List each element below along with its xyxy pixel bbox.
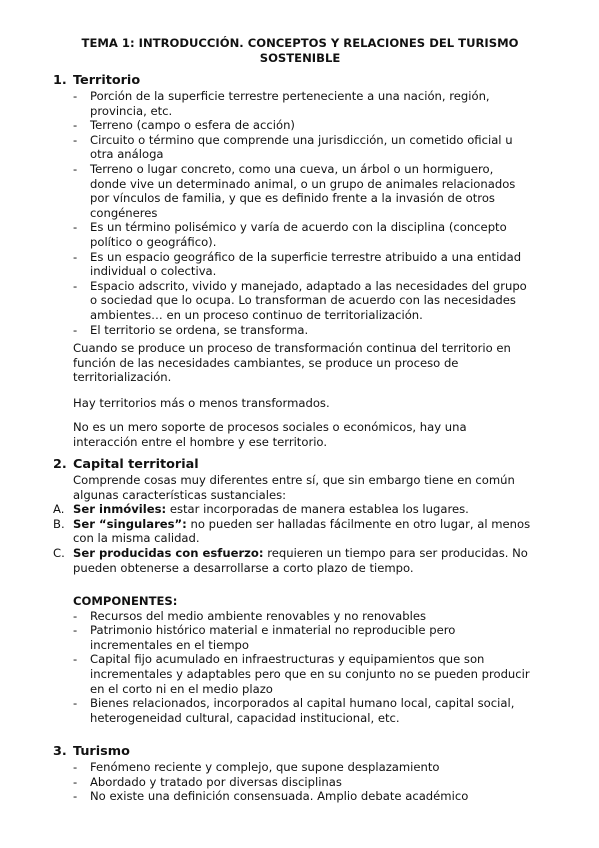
dash-icon: - (73, 774, 78, 789)
dash-icon: - (73, 623, 78, 638)
dash-icon: - (73, 652, 78, 667)
section-title: Territorio (73, 73, 141, 88)
section-heading (0, 74, 599, 89)
dash-icon: - (73, 696, 78, 711)
section-capital-territorial (0, 458, 599, 575)
section-number: 1. (53, 73, 67, 88)
title-line-2: SOSTENIBLE (259, 50, 341, 65)
list-item: - Es un espacio geográfico de la superficie terrestre atribuido a una entidad individual o colectiva. (73, 249, 522, 279)
list-letter: C. (53, 545, 65, 560)
dash-icon: - (73, 161, 78, 176)
list-item: - Circuito o término que comprende una jurisdicción, un cometido oficial u otra análoga (73, 132, 513, 162)
characteristics-list (0, 502, 599, 575)
dash-icon: - (73, 789, 78, 804)
list-item: - No existe una definición consensuada. Amplio debate académico (73, 789, 469, 804)
list-item: - Terreno (campo o esfera de acción) (73, 118, 295, 133)
list-item: - Espacio adscrito, vivido y manejado, adaptado a las necesidades del grupo o sociedad que lo ocupa. Lo transforman de acuerdo con las necesidades ambientes… en un proceso continuo de territorialización. (73, 278, 527, 322)
dash-icon: - (73, 132, 78, 147)
section-heading (0, 458, 599, 473)
section-number: 2. (53, 457, 67, 472)
components-list (0, 609, 599, 726)
list-item: - Bienes relacionados, incorporados al capital humano local, capital social, heterogeneidad cultural, capacidad institucional, etc. (73, 696, 515, 725)
territorio-bullet-list (0, 89, 599, 337)
document-title (60, 36, 540, 65)
dash-icon: - (73, 220, 78, 235)
turismo-bullet-list (0, 760, 599, 804)
list-item: C. Ser producidas con esfuerzo: requieren un tiempo para ser producidas. No pueden obtenerse a desarrollarse a corto plazo de tiempo. (53, 545, 528, 575)
list-letter: B. (53, 516, 65, 531)
dash-icon: - (73, 278, 78, 293)
list-item: - Porción de la superficie terrestre perteneciente a una nación, región, provincia, etc. (73, 89, 490, 118)
dash-icon: - (73, 608, 78, 623)
section-turismo (0, 745, 599, 804)
dash-icon: - (73, 249, 78, 264)
list-item: - Abordado y tratado por diversas disciplinas (73, 774, 342, 789)
dash-icon: - (73, 760, 78, 774)
list-item: A. Ser inmóviles: estar incorporadas de manera establea los lugares. (53, 502, 469, 517)
dash-icon: - (73, 89, 78, 103)
dash-icon: - (73, 118, 78, 133)
section-title: Capital territorial (73, 457, 199, 472)
paragraph: Comprende cosas muy diferentes entre sí, que sin embargo tiene en común algunas características sustanciales: (73, 473, 515, 502)
section-territorio (0, 74, 599, 337)
list-item: - Fenómeno reciente y complejo, que supone desplazamiento (73, 760, 440, 774)
list-item: - Es un término polisémico y varía de acuerdo con la disciplina (concepto político o geográfico). (73, 220, 507, 249)
list-item: B. Ser “singulares”: no pueden ser halladas fácilmente en otro lugar, al menos con la misma calidad. (53, 516, 531, 546)
dash-icon: - (73, 322, 78, 337)
section-heading (0, 745, 599, 760)
list-item: - Capital fijo acumulado en infraestructuras y equipamientos que son incrementales y adaptables pero que en su conjunto no se pueden producir en el corto ni en el medio plazo (73, 652, 530, 696)
list-item: - El territorio se ordena, se transforma. (73, 322, 309, 337)
paragraph: Cuando se produce un proceso de transformación continua del territorio en función de las necesidades cambiantes, se produce un proceso de territorialización. (73, 341, 511, 385)
components-block (0, 594, 599, 725)
section-number: 3. (53, 744, 67, 759)
paragraph: No es un mero soporte de procesos sociales o económicos, hay una interacción entre el hombre y ese territorio. (73, 420, 467, 449)
list-item: - Terreno o lugar concreto, como una cueva, un árbol o un hormiguero, donde vive un determinado animal, o un grupo de animales relacionados por vínculos de familia, y que es definido frente a la invasión de otros congéneres (73, 161, 516, 220)
section-title: Turismo (73, 744, 130, 759)
list-letter: A. (53, 502, 65, 517)
list-item: - Patrimonio histórico material e inmaterial no reproducible pero incrementales en el tiempo (73, 623, 456, 652)
title-line-1: TEMA 1: INTRODUCCIÓN. CONCEPTOS Y RELACIONES DEL TURISMO (81, 36, 519, 50)
paragraph: Hay territorios más o menos transformados. (73, 396, 330, 410)
list-item: - Recursos del medio ambiente renovables y no renovables (73, 608, 426, 623)
components-heading: COMPONENTES: (73, 594, 178, 608)
